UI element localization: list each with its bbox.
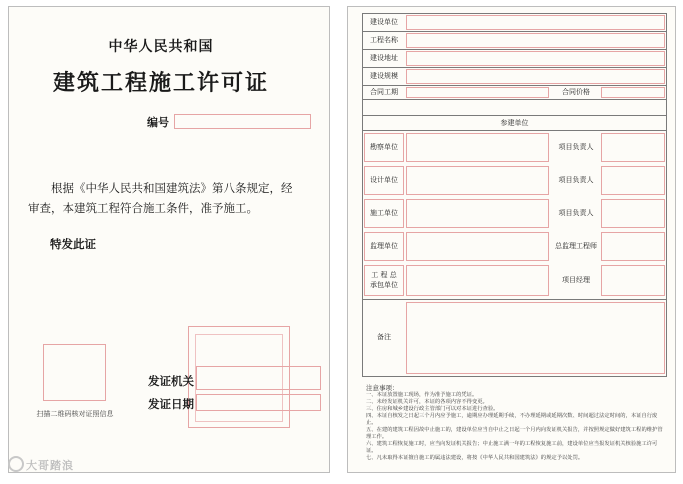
supervision-unit-field[interactable]	[406, 232, 549, 261]
project-manager-field[interactable]	[601, 265, 665, 296]
note-item: 二、未经发证机关许可，本证的各项内容不得变更。	[366, 399, 488, 405]
table-rule	[362, 130, 667, 131]
chief-supervisor-label: 总监理工程师	[555, 242, 597, 250]
design-unit-label: 设计单位	[370, 176, 398, 184]
contract-price-label: 合同价格	[562, 88, 590, 96]
note-item: 六、建筑工程恢复施工时，应当向发证机关报告；中止施工满一年的工程恢复施工前，建设单位应当报发证机关核验施工许可证。	[366, 441, 658, 454]
design-leader-label: 项目负责人	[558, 176, 594, 184]
table-rule	[362, 115, 667, 116]
survey-unit-field[interactable]	[406, 133, 549, 162]
special-issue-text: 特发此证	[50, 237, 96, 251]
number-field[interactable]	[174, 114, 311, 129]
survey-leader-label: 项目负责人	[558, 143, 594, 151]
country-heading: 中华人民共和国	[108, 39, 214, 55]
table-rule	[362, 85, 667, 86]
project-name-field[interactable]	[406, 33, 665, 48]
project-name-label: 工程名称	[370, 36, 398, 44]
supervision-unit-label: 监理单位	[370, 242, 398, 250]
table-rule	[362, 67, 667, 68]
construction-unit-label: 建设单位	[370, 18, 398, 26]
issue-date-label: 发证日期	[148, 397, 194, 411]
issuing-authority-label: 发证机关	[148, 374, 194, 388]
participants-header: 参建单位	[500, 119, 529, 127]
construction-leader-field[interactable]	[601, 199, 665, 228]
general-contractor-field[interactable]	[406, 265, 549, 296]
note-item: 七、凡未取得本证擅自施工的属违法建设，将按《中华人民共和国建筑法》的规定予以处罚。	[366, 455, 584, 461]
survey-unit-label: 勘察单位	[370, 143, 398, 151]
construction-scale-label: 建设规模	[370, 72, 398, 80]
remarks-label: 备注	[377, 333, 391, 341]
watermark-text: 大哥踏浪	[26, 459, 74, 472]
design-unit-field[interactable]	[406, 166, 549, 195]
watermark	[8, 456, 74, 473]
project-manager-label: 项目经理	[562, 276, 590, 284]
general-contractor-label-line1: 工 程 总	[371, 271, 397, 279]
design-leader-field[interactable]	[601, 166, 665, 195]
note-item: 四、本证自核发之日起三个月内应予施工，逾期应办理延期手续，不办理延期或延期次数、时间超过法定时间的，本证自行废止。	[366, 413, 658, 426]
watermark-logo-icon	[8, 456, 24, 472]
notes-title: 注意事项：	[366, 384, 399, 392]
general-contractor-label-line2: 承包单位	[370, 281, 398, 289]
qr-caption: 扫描二维码核对证照信息	[36, 410, 114, 418]
issuing-authority-field[interactable]	[196, 366, 321, 390]
table-rule	[362, 31, 667, 32]
remarks-field[interactable]	[406, 302, 665, 374]
note-item: 一、本证放置施工现场，作为准予施工的凭证。	[366, 392, 478, 398]
construction-scale-field[interactable]	[406, 69, 665, 84]
survey-leader-field[interactable]	[601, 133, 665, 162]
construction-company-field[interactable]	[406, 199, 549, 228]
number-label: 编号	[147, 116, 169, 129]
qr-code-placeholder	[43, 344, 106, 401]
contract-price-field[interactable]	[601, 87, 665, 98]
table-rule	[362, 99, 667, 100]
construction-unit-field[interactable]	[406, 15, 665, 30]
contract-period-field[interactable]	[406, 87, 549, 98]
table-rule	[362, 49, 667, 50]
construction-address-label: 建设地址	[370, 54, 398, 62]
construction-address-field[interactable]	[406, 51, 665, 66]
issue-date-field[interactable]	[196, 394, 321, 411]
authorization-text: 根据《中华人民共和国建筑法》第八条规定，经审查，本建筑工程符合施工条件，准予施工。	[28, 181, 293, 215]
construction-company-label: 施工单位	[370, 209, 398, 217]
note-item: 五、在建的建筑工程因故中止施工的，建设单位应当自中止之日起一个月内向发证机关报告，并按照规定做好建筑工程的维护管理工作。	[366, 427, 663, 440]
construction-leader-label: 项目负责人	[558, 209, 594, 217]
note-item: 三、住房和城乡建设行政主管部门可以对本证进行查验。	[366, 406, 499, 412]
contract-period-label: 合同工期	[370, 88, 398, 96]
table-rule	[362, 299, 667, 300]
certificate-title: 建筑工程施工许可证	[52, 70, 269, 96]
chief-supervisor-field[interactable]	[601, 232, 665, 261]
